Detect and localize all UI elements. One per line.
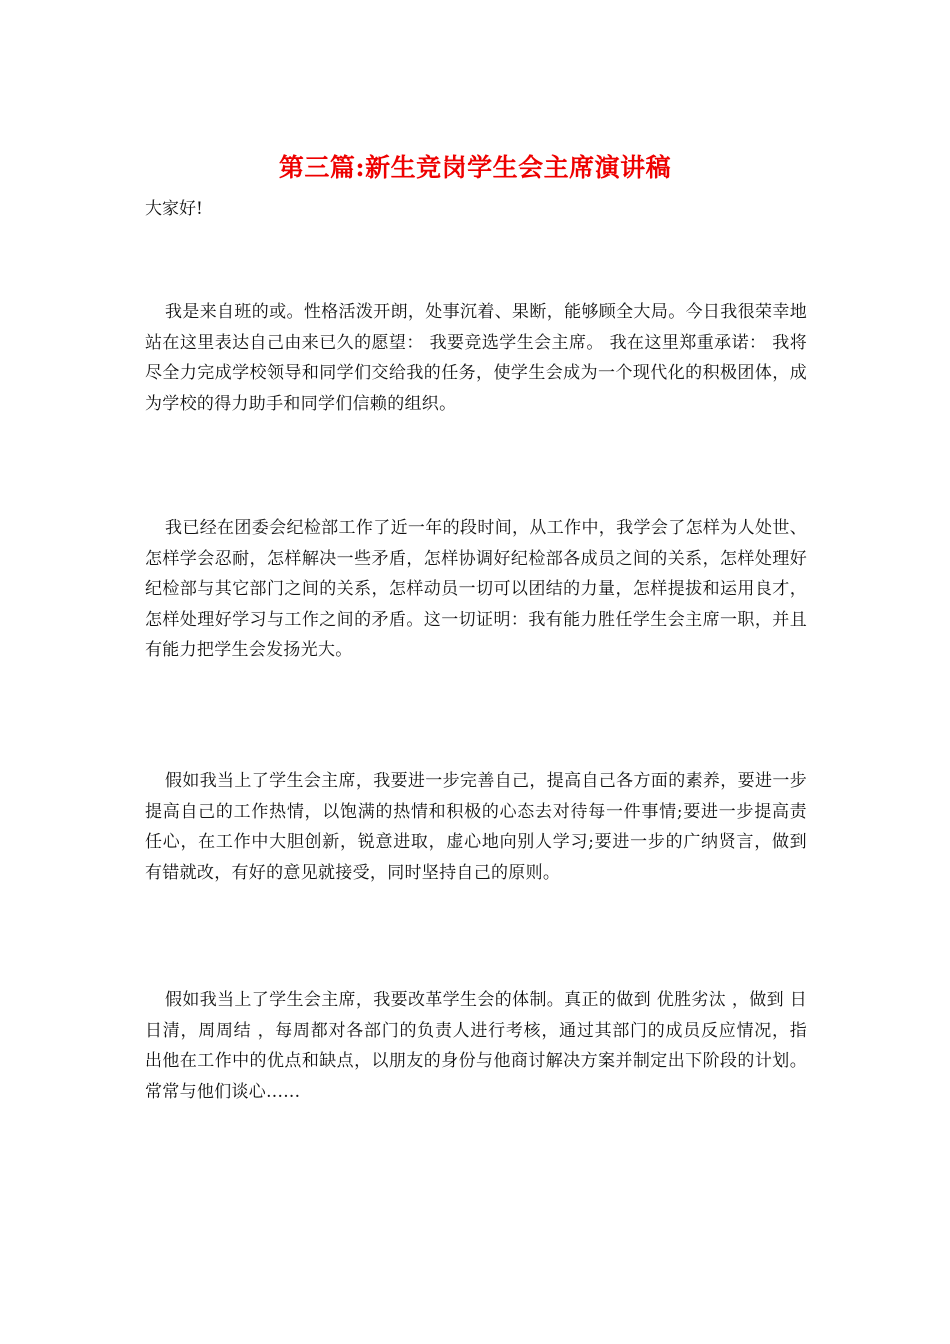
document-title: 第三篇:新生竞岗学生会主席演讲稿 [278,153,672,182]
greeting-line: 大家好! [145,199,203,219]
paragraph-3: 假如我当上了学生会主席，我要进一步完善自己，提高自己各方面的素养，要进一步提高自己的工作热情，以饱满的热情和积极的心态去对待每一件事情;要进一步提高责任心，在工作中大胆创新，锐意进取，虚心地向别人学习;要进一步的广纳贤言，做到有错就改，有好的意见就接受，同时坚持自己的原则。 [145,771,807,883]
paragraph-1: 我是来自班的或。性格活泼开朗，处事沉着、果断，能够顾全大局。今日我很荣幸地站在这里表达自己由来已久的愿望： 我要竞选学生会主席。 我在这里郑重承诺： 我将尽全力完成学校领导和同学们交给我的任务，使学生会成为一个现代化的积极团体，成为学校的得力助手和同学们信赖的组织。 [145,302,807,414]
paragraph-2: 我已经在团委会纪检部工作了近一年的段时间，从工作中，我学会了怎样为人处世、怎样学会忍耐，怎样解决一些矛盾，怎样协调好纪检部各成员之间的关系，怎样处理好纪检部与其它部门之间的关系，怎样动员一切可以团结的力量，怎样提拔和运用良才，怎样处理好学习与工作之间的矛盾。这一切证明：我有能力胜任学生会主席一职，并且有能力把学生会发扬光大。 [145,518,807,660]
paragraph-4: 假如我当上了学生会主席，我要改革学生会的体制。真正的做到 优胜劣汰 ，做到 日日清，周周结 ，每周都对各部门的负责人进行考核，通过其部门的成员反应情况，指出他在工作中的优点和缺点，以朋友的身份与他商讨解决方案并制定出下阶段的计划。常常与他们谈心...... [145,990,807,1102]
